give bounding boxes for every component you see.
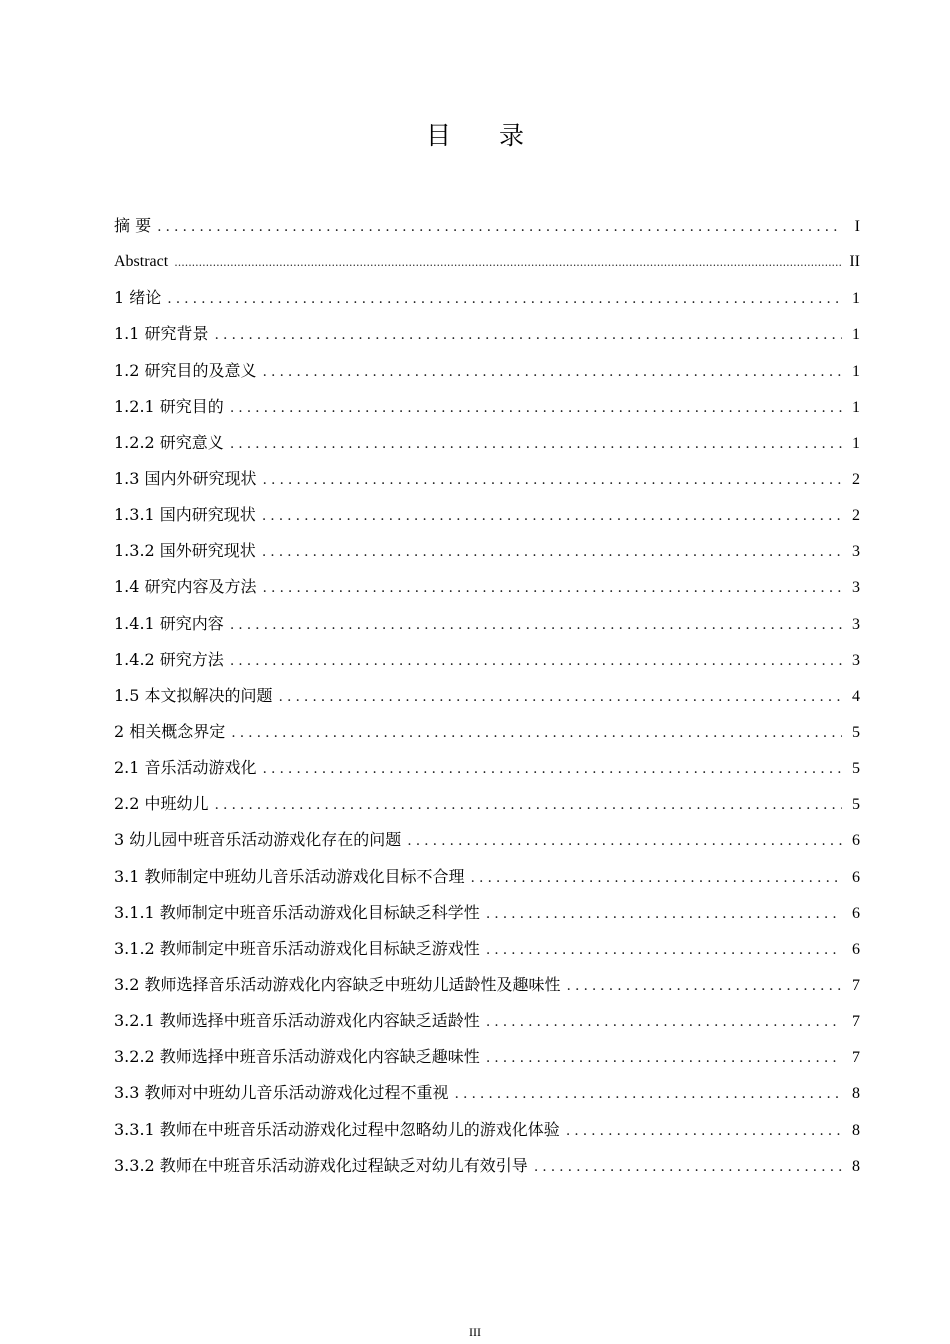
toc-entry-page: 3 [852,651,860,669]
toc-entry-label: 3.3.2 教师在中班音乐活动游戏化过程缺乏对幼儿有效引导 [114,1155,528,1175]
toc-dot-leader [263,751,842,787]
toc-dot-leader [471,860,842,896]
toc-entry-page: 2 [852,470,860,488]
toc-dot-leader [230,390,842,426]
toc-entry-label: 1.4 研究内容及方法 [114,577,257,597]
toc-entry-page: 8 [852,1157,860,1175]
toc-entry-page: 1 [852,290,860,308]
toc-entry-label: 1.3 国内外研究现状 [114,468,257,488]
toc-dot-leader [167,281,842,317]
toc-dot-leader [263,462,842,498]
toc-dot-leader [174,245,842,281]
toc-dot-leader [230,426,842,462]
toc-entry-page: 5 [852,796,860,814]
toc-entry[interactable] [114,389,860,425]
toc-entry[interactable] [114,316,860,352]
toc-entry-label: 1.2.2 研究意义 [114,432,224,452]
toc-entry-label: 2.2 中班幼儿 [114,794,209,814]
toc-entry-label: Abstract [114,253,169,271]
toc-dot-leader [455,1076,842,1112]
page-title: 目 录 [426,121,544,150]
toc-dot-leader [486,1040,842,1076]
toc-entry-page: 2 [852,507,860,525]
toc-entry-label: 2 相关概念界定 [114,721,226,741]
toc-entry-page: I [854,218,860,235]
toc-entry-page: 8 [852,1085,860,1103]
toc-entry-label: 3.2.1 教师选择中班音乐活动游戏化内容缺乏适龄性 [114,1011,480,1031]
toc-dot-leader [215,317,842,353]
toc-entry[interactable] [114,859,860,895]
toc-entry-page: 8 [852,1121,860,1139]
toc-entry-label: 3.1.1 教师制定中班音乐活动游戏化目标缺乏科学性 [114,902,480,922]
toc-entry-page: 4 [852,687,860,705]
toc-dot-leader [534,1149,842,1185]
toc-entry-page: 6 [852,904,860,922]
toc-entry-label: 1.4.2 研究方法 [114,649,224,669]
toc-entry[interactable] [114,497,860,533]
page-number: III [469,1325,481,1339]
toc-entry-abstract-cn[interactable] [114,208,860,244]
toc-entry-label: 3.3 教师对中班幼儿音乐活动游戏化过程不重视 [114,1083,449,1103]
toc-dot-leader [567,968,842,1004]
toc-dot-leader [157,209,842,245]
toc-entry-page: 3 [852,543,860,561]
table-of-contents [114,208,860,1184]
toc-dot-leader [262,534,842,570]
toc-entry-label: 2.1 音乐活动游戏化 [114,758,257,778]
toc-entry-page: II [849,253,860,271]
toc-entry-page: 5 [852,723,860,741]
toc-dot-leader [486,896,842,932]
toc-entry-page: 3 [852,579,860,597]
toc-dot-leader [262,498,842,534]
toc-entry[interactable] [114,786,860,822]
toc-entry[interactable] [114,1112,860,1148]
toc-entry[interactable] [114,750,860,786]
toc-entry-page: 7 [852,976,860,994]
toc-entry-page: 3 [852,615,860,633]
toc-entry-label: 1 绪论 [114,288,162,308]
toc-entry-page: 7 [852,1049,860,1067]
toc-entry[interactable] [114,642,860,678]
toc-entry-page: 1 [852,398,860,416]
toc-entry-page: 1 [852,362,860,380]
toc-entry-page: 6 [852,868,860,886]
toc-entry[interactable] [114,461,860,497]
toc-entry-label: 3.1.2 教师制定中班音乐活动游戏化目标缺乏游戏性 [114,938,480,958]
toc-entry-label: 1.2.1 研究目的 [114,396,224,416]
toc-entry[interactable] [114,1003,860,1039]
toc-entry[interactable] [114,606,860,642]
toc-entry-label: 3.1 教师制定中班幼儿音乐活动游戏化目标不合理 [114,866,465,886]
toc-entry[interactable] [114,569,860,605]
toc-entry[interactable] [114,895,860,931]
toc-entry[interactable] [114,678,860,714]
toc-entry[interactable] [114,353,860,389]
toc-dot-leader [230,643,842,679]
toc-entry-label: 3.2 教师选择音乐活动游戏化内容缺乏中班幼儿适龄性及趣味性 [114,974,561,994]
toc-dot-leader [566,1113,842,1149]
toc-entry[interactable] [114,1075,860,1111]
toc-dot-leader [486,932,842,968]
toc-entry-abstract-en[interactable] [114,244,860,280]
toc-dot-leader [279,679,842,715]
toc-entry[interactable] [114,967,860,1003]
toc-dot-leader [263,354,842,390]
toc-entry[interactable] [114,1148,860,1184]
toc-entry-label: 1.3.1 国内研究现状 [114,505,256,525]
toc-entry-page: 6 [852,832,860,850]
toc-entry-label: 1.2 研究目的及意义 [114,360,257,380]
toc-entry-page: 6 [852,940,860,958]
toc-entry-label: 1.3.2 国外研究现状 [114,541,256,561]
toc-entry-label: 3 幼儿园中班音乐活动游戏化存在的问题 [114,830,402,850]
toc-entry-label: 1.4.1 研究内容 [114,613,224,633]
toc-entry[interactable] [114,714,860,750]
toc-entry[interactable] [114,425,860,461]
toc-entry[interactable] [114,1039,860,1075]
toc-entry-label: 3.3.1 教师在中班音乐活动游戏化过程中忽略幼儿的游戏化体验 [114,1119,560,1139]
toc-entry-label: 1.1 研究背景 [114,324,209,344]
toc-entry-page: 7 [852,1013,860,1031]
toc-dot-leader [231,715,842,751]
toc-entry[interactable] [114,931,860,967]
toc-entry-page: 5 [852,760,860,778]
toc-entry[interactable] [114,280,860,316]
toc-dot-leader [486,1004,842,1040]
toc-entry-label: 3.2.2 教师选择中班音乐活动游戏化内容缺乏趣味性 [114,1047,480,1067]
toc-entry[interactable] [114,533,860,569]
toc-entry-label: 摘 要 [114,216,152,235]
toc-entry-page: 1 [852,326,860,344]
toc-dot-leader [230,607,842,643]
toc-dot-leader [263,570,842,606]
toc-dot-leader [215,787,842,823]
toc-dot-leader [407,823,842,859]
toc-entry[interactable] [114,822,860,858]
toc-entry-label: 1.5 本文拟解决的问题 [114,685,273,705]
toc-entry-page: 1 [852,434,860,452]
